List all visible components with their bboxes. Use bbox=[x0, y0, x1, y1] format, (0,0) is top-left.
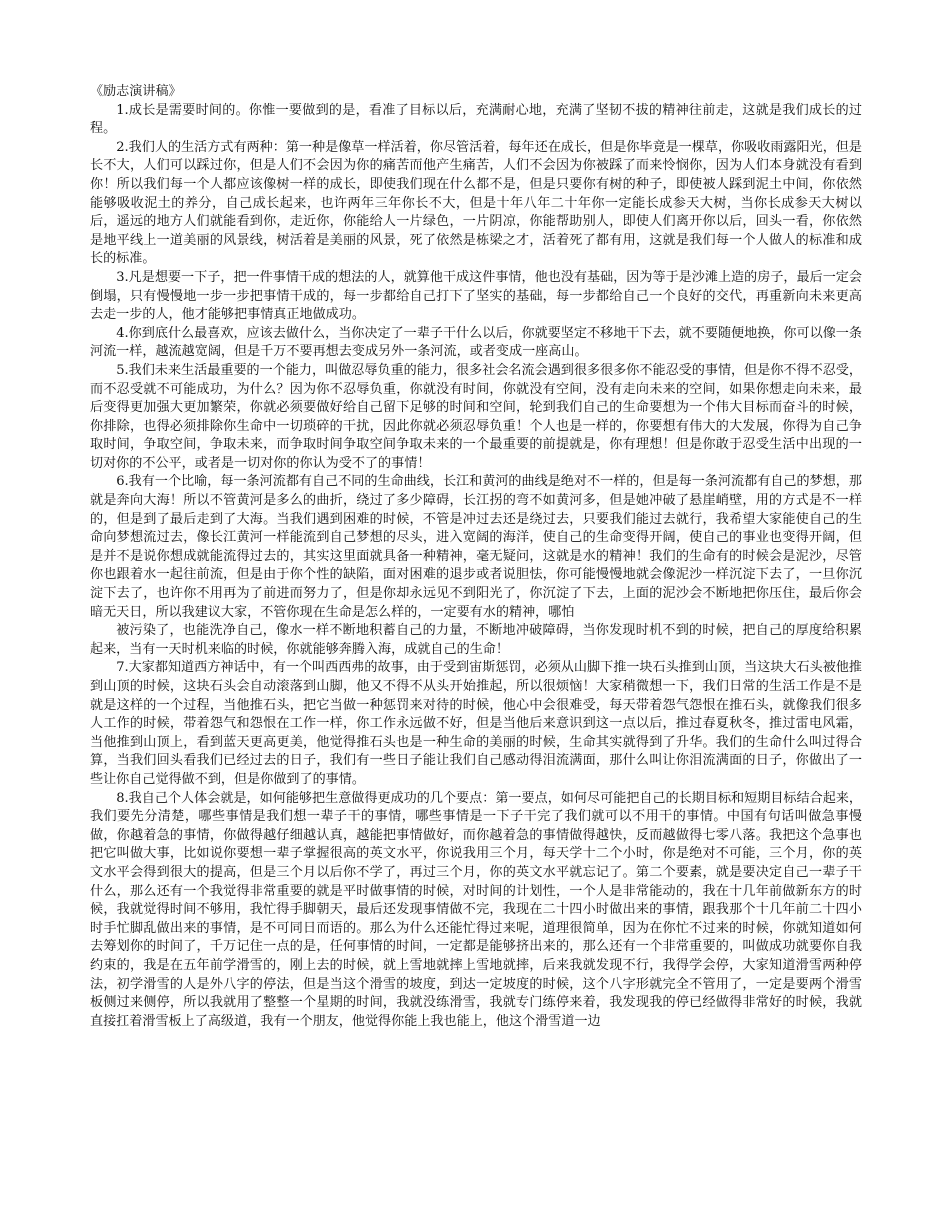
paragraph-4: 4.你到底什么最喜欢，应该去做什么，当你决定了一辈子干什么以后，你就要坚定不移地干下去，就不要随便地换，你可以像一条河流一样，越流越宽阔，但是千万不要再想去变成另外一条河流，或者变成一座高山。 bbox=[90, 325, 862, 360]
paragraph-6: 6.我有一个比喻，每一条河流都有自己不同的生命曲线，长江和黄河的曲线是绝对不一样的，但是每一条河流都有自己的梦想，那就是奔向大海！所以不管黄河是多么的曲折，绕过了多少障碍，长江拐的弯不如黄河多，但是她冲破了悬崖峭壁，用的方式是不一样的，但是到了最后走到了大海。当我们遇到困难的时候，不管是冲过去还是绕过去，只要我们能过去就行，我希望大家能使自己的生命向梦想流过去，像长江黄河一样能流到自己梦想的尽头，进入宽阔的海洋，使自己的生命变得开阔，使自己的事业也变得开阔，但是并不是说你想成就能流得过去的，其实这里面就具备一种精神，毫无疑问，这就是水的精神！我们的生命有的时候会是泥沙，尽管你也跟着水一起往前流，但是由于你个性的缺陷，面对困难的退步或者说胆怯，你可能慢慢地就会像泥沙一样沉淀下去了，一旦你沉淀下去了，也许你不用再为了前进而努力了，但是你却永远见不到阳光了，你沉淀了下去，上面的泥沙会不断地把你压住，最后你会暗无天日，所以我建议大家，不管你现在生命是怎么样的，一定要有水的精神，哪怕 bbox=[90, 474, 862, 620]
paragraph-3: 3.凡是想要一下子，把一件事情干成的想法的人，就算他干成这件事情，他也没有基础，因为等于是沙滩上造的房子，最后一定会倒塌，只有慢慢地一步一步把事情干成的，每一步都给自己打下了坚实的基础，每一步都给自己一个良好的交代，再重新向未来更高去走一步的人，他才能够把事情真正地做成功。 bbox=[90, 269, 862, 323]
paragraph-2: 2.我们人的生活方式有两种：第一种是像草一样活着，你尽管活着，每年还在成长，但是你毕竟是一棵草，你吸收雨露阳光，但是长不大，人们可以踩过你，但是人们不会因为你的痛苦而他产生痛苦，人们不会因为你被踩了而来怜悯你，因为人们本身就没有看到你！所以我们每一个人都应该像树一样的成长，即使我们现在什么都不是，但是只要你有树的种子，即使被人踩到泥土中间，你依然能够吸收泥土的养分，自己成长起来，也许两年三年你长不大，但是十年八年二十年你一定能长成参天大树，当你长成参天大树以后，遥远的地方人们就能看到你，走近你，你能给人一片绿色，一片阴凉，你能帮助别人，即使人们离开你以后，回头一看，你依然是地平线上一道美丽的风景线，树活着是美丽的风景，死了依然是栋梁之才，活着死了都有用，这就是我们每一个人做人的标准和成长的标准。 bbox=[90, 139, 862, 267]
document-page bbox=[90, 83, 862, 1031]
paragraph-5: 5.我们未来生活最重要的一个能力，叫做忍辱负重的能力，很多社会名流会遇到很多很多你不能忍受的事情，但是你不得不忍受，而不忍受就不可能成功，为什么？因为你不忍辱负重，你就没有时间，你就没有空间，没有走向未来的空间，如果你想走向未来，最后变得更加强大更加繁荣，你就必须要做好给自己留下足够的时间和空间，轮到我们自己的生命要想为一个伟大目标而奋斗的时候，你排除，也得必须排除你生命中一切琐碎的干扰，因此你就必须忍辱负重！个人也是一样的，你要想有伟大的大发展，你得为自己争取时间，争取空间，争取未来，而争取时间争取空间争取未来的一个最重要的前提就是，你有理想！但是你敢于忍受生活中出现的一切对你的不公平，或者是一切对你的你认为受不了的事情！ bbox=[90, 362, 862, 471]
paragraph-7: 7.大家都知道西方神话中，有一个叫西西弗的故事，由于受到宙斯惩罚，必须从山脚下推一块石头推到山顶，当这块大石头被他推到山顶的时候，这块石头会自动滚落到山脚，他又不得不从头开始推起，所以很烦恼！大家稍微想一下，我们日常的生活工作是不是就是这样的一个过程，当他推石头，把它当做一种惩罚来对待的时候，他心中会很难受，每天带着怨气怨恨在推石头，就像我们很多人工作的时候，带着怨气和怨恨在工作一样，你工作永远做不好，但是当他后来意识到这一点以后，推过春夏秋冬，推过雷电风霜，当他推到山顶上，看到蓝天更高更美，他觉得推石头也是一种生命的美丽的时候，生命其实就得到了升华。我们的生命什么叫过得合算，当我们回头看我们已经过去的日子，我们有一些日子能让我们自己感动得泪流满面，那什么叫让你泪流满面的日子，你做出了一些让你自己觉得做不到，但是你做到了的事情。 bbox=[90, 660, 862, 787]
document-title: 《励志演讲稿》 bbox=[90, 84, 182, 99]
paragraph-6-continued: 被污染了，也能洗净自己，像水一样不断地积蓄自己的力量，不断地冲破障碍，当你发现时机不到的时候，把自己的厚度给积累起来，当有一天时机来临的时候，你就能够奔腾入海，成就自己的生命！ bbox=[90, 623, 862, 657]
paragraph-1: 1.成长是需要时间的。你惟一要做到的是，看准了目标以后，充满耐心地，充满了坚韧不拔的精神往前走，这就是我们成长的过程。 bbox=[90, 102, 862, 137]
paragraph-8: 8.我自己个人体会就是，如何能够把生意做得更成功的几个要点：第一要点，如何尽可能把自己的长期目标和短期目标结合起来，我们要先分清楚，哪些事情是我们想一辈子干的事情，哪些事情是一下子干完了我们就可以不用干的事情。中国有句话叫做急事慢做，你越着急的事情，你做得越仔细越认真，越能把事情做好，而你越着急的事情做得越快，反而越做得七零八落。我把这个急事也把它叫做大事，比如说你要想一辈子掌握很高的英文水平，你说我用三个月，每天学十二个小时，你是绝对不可能，三个月，你的英文水平会得到很大的提高，但是三个月以后你不学了，再过三个月，你的英文水平就忘记了。第二个要素，就是要决定自己一辈子干什么，那么还有一个我觉得非常重要的就是平时做事情的时候，对时间的计划性，一个人是非常能动的，我在十几年前做新东方的时候，我就觉得时间不够用，我忙得手脚朝天，最后还发现事情做不完，我现在二十四小时做出来的事情，跟我那个十几年前二十四小时手忙脚乱做出来的事情，是不可同日而语的。那么为什么还能忙得过来呢，道理很简单，因为在你忙不过来的时候，你就知道如何去筹划你的时间了，千万记住一点的是，任何事情的时间，一定都是能够挤出来的，那么还有一个非常重要的，叫做成功就要你自我约束的，我是在五年前学滑雪的，刚上去的时候，就上雪地就摔上雪地就摔，后来我就发现不行，我得学会停，大家知道滑雪两种停法，初学滑雪的人是外八字的停法，但是当这个滑雪的坡度，到达一定坡度的时候，这个八字形就完全不管用了，一定是要两个滑雪板侧过来侧停，所以我就用了整整一个星期的时间，我就没练滑雪，我就专门练停来着，我发现我的停已经做得非常好的时候，我就直接扛着滑雪板上了高级道，我有一个朋友，他觉得你能上我也能上，他这个滑雪道一边 bbox=[90, 790, 862, 1029]
